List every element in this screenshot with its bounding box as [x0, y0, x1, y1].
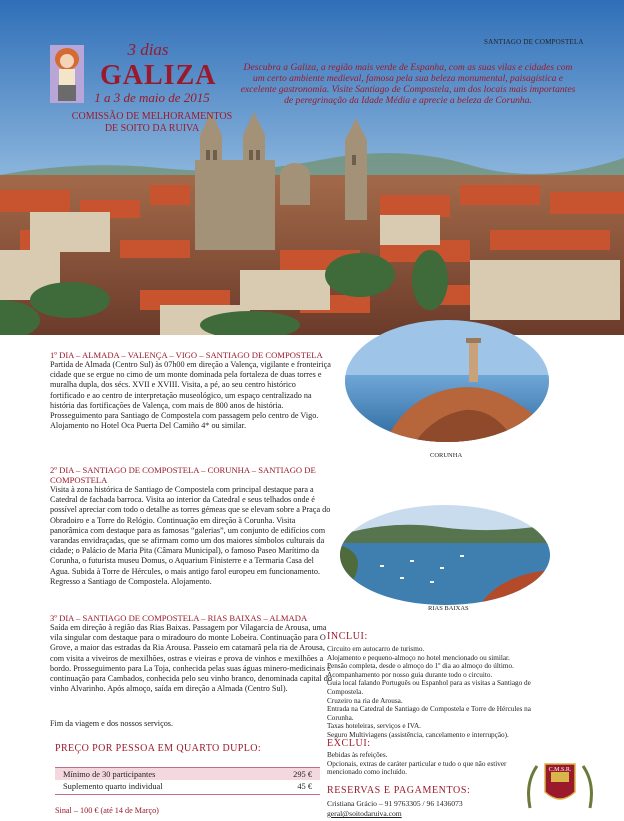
email-link[interactable]: geral@soitodaruiva.com [327, 809, 402, 818]
price-table [55, 768, 320, 792]
list-item: Cruzeiro na ria de Arousa. [327, 696, 403, 705]
price-row [55, 780, 320, 792]
organizer-line-1: COMISSÃO DE MELHORAMENTOS [71, 111, 233, 122]
rias-baixas-photo [340, 505, 550, 605]
day-text: Visita à zona histórica de Santiago de Compostela com principal destaque para a Catedral de fachada barroca. Visita ao interior da Catedral e seus telhados onde é possível apreciar com todo o detalhe as torres gémeas que se elevam sobre a Praça do Obradoiro e a Torre do Relógio. Continuação em direção à Corunha. Visita panorâmica com destaque para as famosas “galerias”, um conjunto de edifícios com varandas envidraçadas, que se afirmam como um dos maiores símbolos culturais da cidade; o Palácio de Maria Pita (Câmara Municipal), o famoso Paseo Marítimo da Corunha, o futurista museu Domus, o Aquarium Finisterre e a Termaria Casa del Agua. Subida à Torre de Hércules, o mais antigo farol europeu em funcionamento. Regresso a Santiago de Compostela. Alojamento. [50, 485, 331, 586]
reservations-title: RESERVAS E PAGAMENTOS: [327, 785, 471, 796]
day-title: 3º DIA – SANTIAGO DE COMPOSTELA – RIAS BAIXAS – ALMADA [50, 613, 308, 623]
corunha-photo [345, 320, 550, 442]
excludes-title: EXCLUI: [327, 738, 371, 749]
day-title: 2º DIA – SANTIAGO DE COMPOSTELA – CORUNHA – SANTIAGO DE COMPOSTELA [50, 465, 316, 485]
location-label: SANTIAGO DE COMPOSTELA [484, 38, 584, 46]
list-item: Entrada na Catedral de Santiago de Compostela e Torre de Hércules na Corunha. [327, 705, 531, 722]
list-item: Pensão completa, desde o almoço do 1º dia ao almoço do último. [327, 662, 514, 671]
rias-baixas-caption: RIAS BAIXAS [428, 605, 469, 612]
end-note: Fim da viagem e dos nossos serviços. [50, 719, 174, 728]
reservations-contact: Cristiana Grácio – 91 9763305 / 96 1436073 [327, 799, 463, 808]
includes-list [327, 645, 557, 740]
day-title: 1º DIA – ALMADA – VALENÇA – VIGO – SANTIAGO DE COMPOSTELA [50, 350, 323, 360]
list-item: Acompanhamento por nosso guia durante todo o circuito. [327, 670, 493, 679]
corunha-caption: CORUNHA [430, 452, 463, 459]
list-item: Opcionais, extras de caráter particular e tudo o que não estiver mencionado como incluído. [327, 759, 507, 777]
emblem-text: C.M.S.R. [548, 767, 572, 773]
intro-text: Descubra a Galiza, a região mais verde de Espanha, com as suas vilas e cidades com um certo ambiente medieval, famosa pela sua beleza monumental, paisagística e excelente gastronomia. Visite Santiago de Compostela, um dos locais mais importantes de peregrinação da Idade Média e aprecie a beleza de Corunha. [240, 62, 576, 106]
excludes-list [327, 751, 527, 777]
mascot-illustration [50, 45, 84, 103]
deposit-note: Sinal – 100 € (até 14 de Março) [55, 806, 159, 815]
organizer-line-2: DE SOITO DA RUIVA [104, 123, 200, 134]
itinerary-day-3 [50, 613, 332, 694]
includes-title: INCLUI: [327, 631, 368, 642]
price-row [55, 768, 320, 780]
list-item: Guia local falando Português ou Espanhol para as visitas a Santiago de Compostela. [327, 679, 531, 696]
price-value: 295 € [259, 768, 320, 780]
day-text: Partida de Almada (Centro Sul) às 07h00 em direção a Valença, vigilante e fronteiriça cidade que se ergue no cimo de um monte dominada pela fortaleza de duas torres e muralha dupla, dos sécs. XVII e XVIII. Visita, a pé, ao seu centro histórico fortificado e ao centro de interpretação museológico, um espaço centralizado na história das fortificações de Valença, com mais de 800 anos de história. Prosseguimento para Santiago de Compostela com passagem pelo centro de Vigo. Alojamento no Hotel Oca Puerta Del Camiño 4* ou similar. [50, 360, 331, 431]
day-text: Saída em direção à região das Rias Baixas. Passagem por Vilagarcia de Arousa, uma vila singular com destaque para o miradouro do monte Lobeira. Continuação para O Grove, a maior das estradas da Ria Arousa. Passeio em catamarã pela ria de Arousa, com visita a viveiros de mexilhões, ostras e vieiras e prova de vinhos e mexilhões a bordo. Prosseguimento para La Toja, conhecida pelas suas águas minero-medicinais e continuação para Cambados, conhecida pelo seu vinho branco, denominada capital do vinho Alvarinho. Após almoço, saída em direção a Almada (Centro Sul). [50, 623, 332, 694]
hero-panorama [0, 0, 624, 335]
organization-emblem [525, 758, 595, 816]
list-item: Seguro Multiviagens (assistência, cancelamento e interrupção). [327, 730, 509, 739]
price-title: PREÇO POR PESSOA EM QUARTO DUPLO: [55, 743, 262, 754]
price-value: 45 € [259, 780, 320, 792]
trip-duration: 3 dias [127, 40, 169, 59]
divider [55, 794, 320, 795]
itinerary-day-2 [50, 465, 332, 587]
itinerary-day-1 [50, 350, 332, 431]
page-title: GALIZA [100, 60, 217, 91]
list-item: Circuito em autocarro de turismo. [327, 645, 425, 653]
trip-dates: 1 a 3 de maio de 2015 [94, 90, 210, 105]
price-label: Mínimo de 30 participantes [55, 768, 259, 780]
list-item: Alojamento e pequeno-almoço no hotel mencionado ou similar. [327, 653, 510, 662]
list-item: Taxas hoteleiras, serviços e IVA. [327, 722, 421, 731]
list-item: Bebidas às refeições. [327, 751, 388, 759]
price-label: Suplemento quarto individual [55, 780, 259, 792]
